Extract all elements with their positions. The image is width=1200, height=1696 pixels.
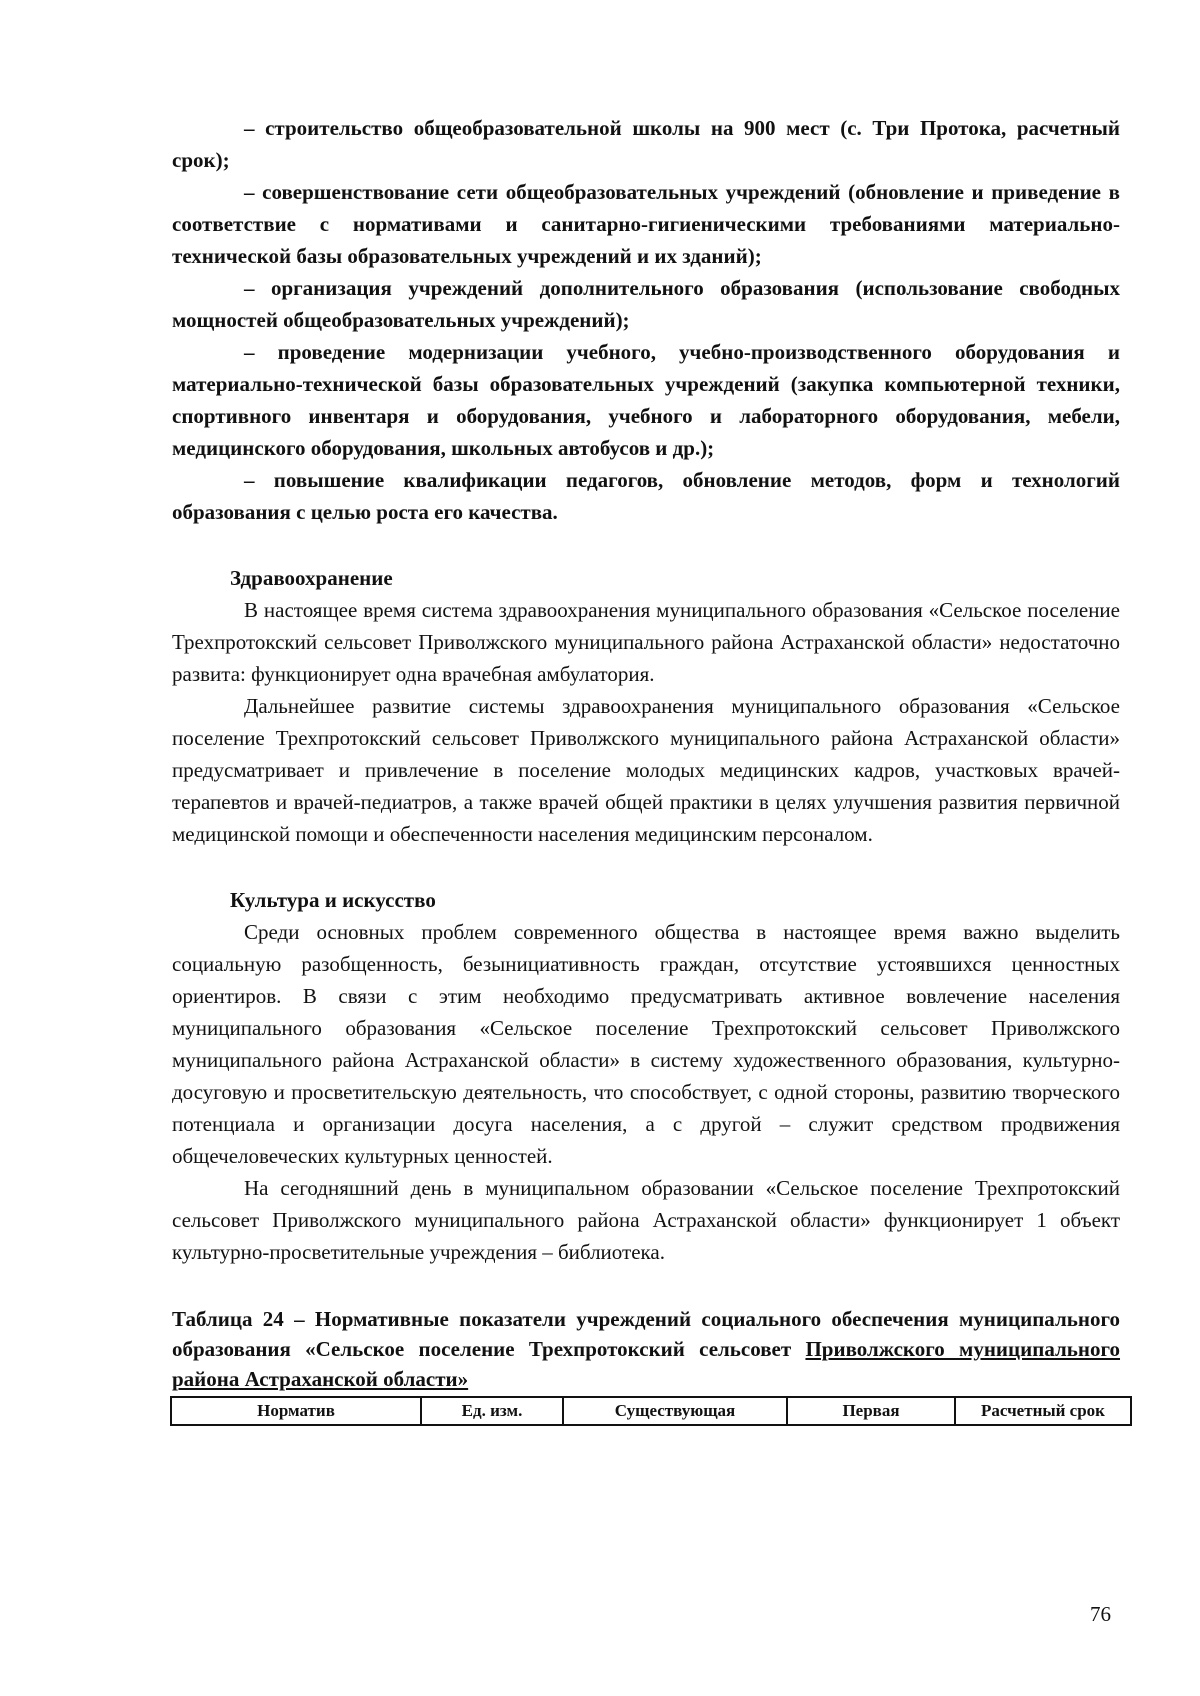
culture-paragraph: На сегодняшний день в муниципальном образовании «Сельское поселение Трехпротокский сельсовет Приволжского муниципального района Астраханской области» функционирует 1 объект культурно-просветительные учреждения – библиотека. <box>172 1176 1120 1264</box>
table-header-cell: Ед. изм. <box>421 1397 563 1425</box>
table-header-row <box>171 1397 1131 1425</box>
section-spacer <box>172 850 1120 884</box>
education-item-modernization: – проведение модернизации учебного, учебно-производственного оборудования и материально-технической базы образовательных учреждений (закупка компьютерной техники, спортивного инвентаря и оборудования, учебного и лабораторного оборудования, мебели, медицинского оборудования, школьных автобусов и др.); <box>172 340 1120 460</box>
education-item-network: – совершенствование сети общеобразовательных учреждений (обновление и приведение в соответствие с нормативами и санитарно-гигиеническими требованиями материально-технической базы образовательных учреждений и их зданий); <box>172 180 1120 268</box>
section-heading-health: Здравоохранение <box>230 566 393 590</box>
education-item-school: – строительство общеобразовательной школы на 900 мест (с. Три Протока, расчетный срок); <box>172 116 1120 172</box>
education-item-additional: – организация учреждений дополнительного образования (использование свободных мощностей общеобразовательных учреждений); <box>172 276 1120 332</box>
health-paragraph: Дальнейшее развитие системы здравоохранения муниципального образования «Сельское поселение Трехпротокский сельсовет Приволжского муниципального района Астраханской области» предусматривает и привлечение в поселение молодых медицинских кадров, участковых врачей-терапевтов и врачей-педиатров, а также врачей общей практики в целях улучшения развития первичной медицинской помощи и обеспеченности населения медицинским персоналом. <box>172 694 1120 846</box>
section-spacer <box>172 1268 1120 1304</box>
table-title <box>172 1304 1120 1394</box>
section-heading-culture: Культура и искусство <box>230 888 436 912</box>
norms-table <box>170 1396 1132 1426</box>
table-header-cell: Норматив <box>171 1397 421 1425</box>
table-title-last-line: Приволжского муниципального района Астраханской области» <box>172 1337 1121 1391</box>
section-spacer <box>172 528 1120 562</box>
page-content <box>172 112 1120 1426</box>
table-title-main: Таблица 24 – Нормативные показатели учреждений социального обеспечения муниципального образования «Сельское поселение Трехпротокский сельсовет <box>172 1307 1120 1361</box>
culture-paragraph: Среди основных проблем современного общества в настоящее время важно выделить социальную разобщенность, безынициативность граждан, отсутствие устоявшихся ценностных ориентиров. В связи с этим необходимо предусматривать активное вовлечение населения муниципального образования «Сельское поселение Трехпротокский сельсовет Приволжского муниципального района Астраханской области» в систему художественного образования, культурно-досуговую и просветительскую деятельность, что способствует, с одной стороны, развитию творческого потенциала и организации досуга населения, а с другой – служит средством продвижения общечеловеческих культурных ценностей. <box>172 920 1120 1168</box>
education-item-qualification: – повышение квалификации педагогов, обновление методов, форм и технологий образования с целью роста его качества. <box>172 468 1120 524</box>
page-number: 76 <box>1090 1602 1111 1626</box>
table-header-cell: Первая <box>787 1397 955 1425</box>
table-header-cell: Расчетный срок <box>955 1397 1131 1425</box>
health-paragraph: В настоящее время система здравоохранения муниципального образования «Сельское поселение Трехпротокский сельсовет Приволжского муниципального района Астраханской области» недостаточно развита: функционирует одна врачебная амбулатория. <box>172 598 1120 686</box>
table-header-cell: Существующая <box>563 1397 787 1425</box>
